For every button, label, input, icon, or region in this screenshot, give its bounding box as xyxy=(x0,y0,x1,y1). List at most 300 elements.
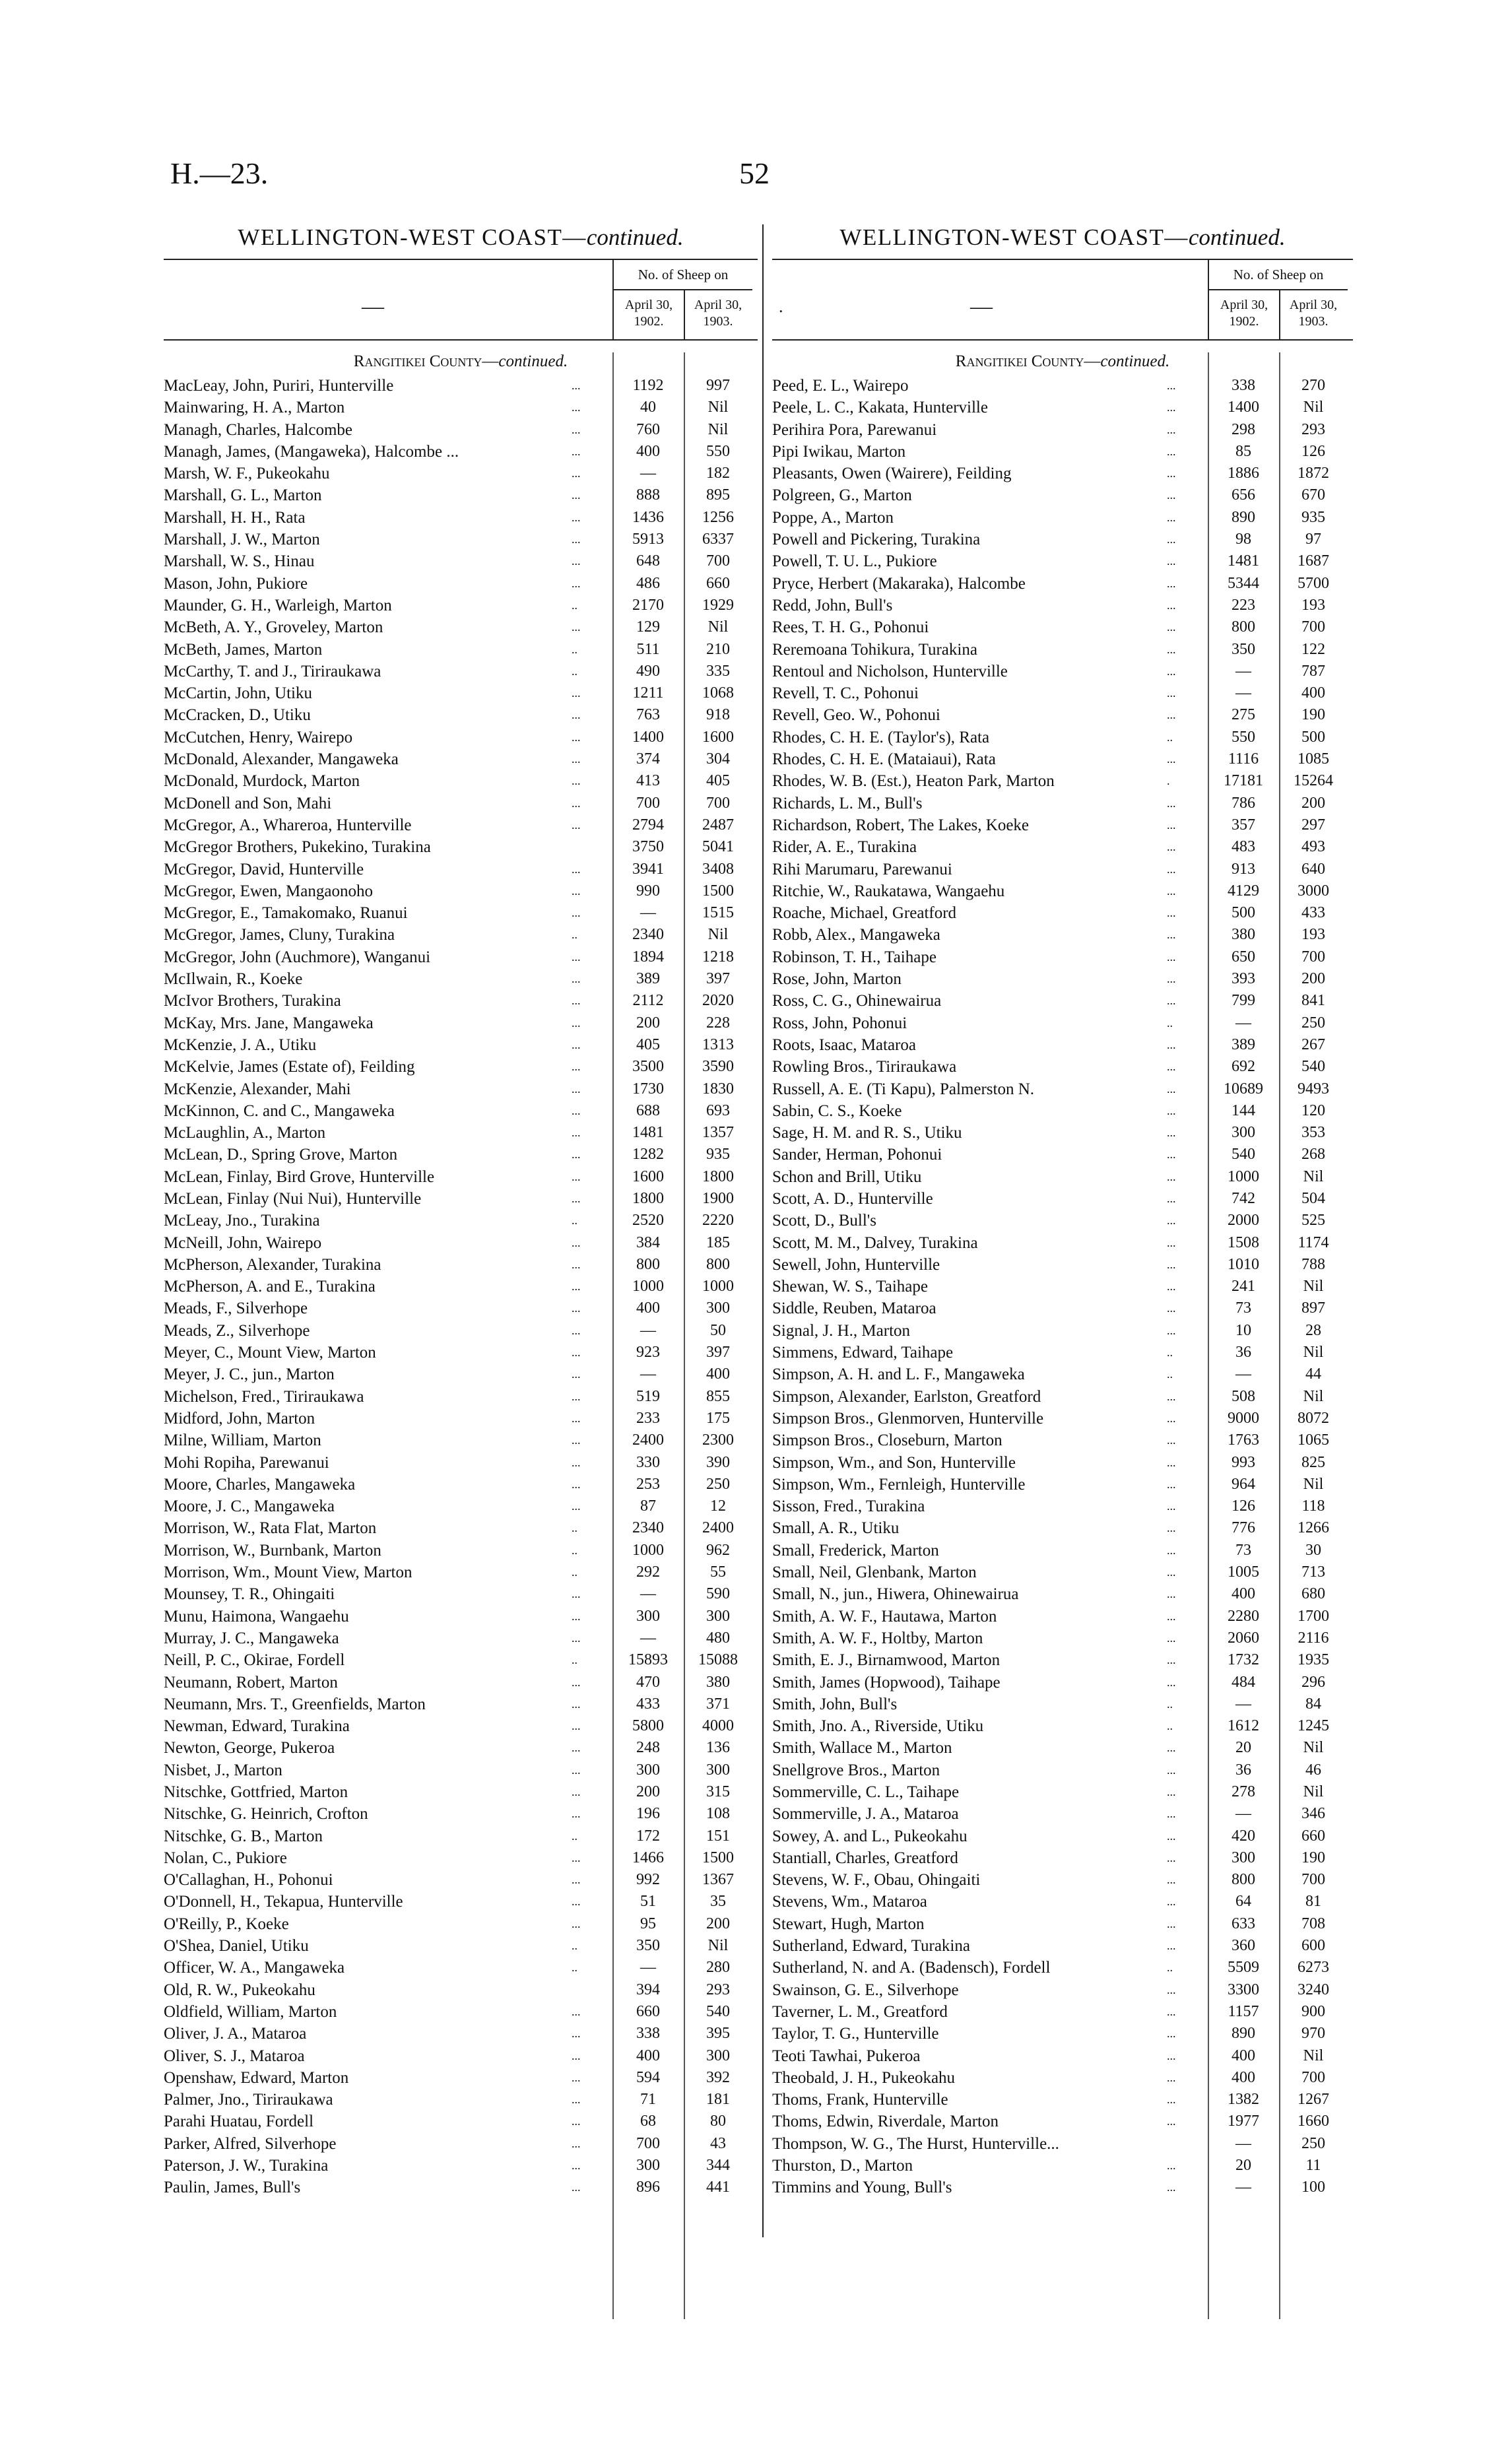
leader-dots: ... xyxy=(572,620,581,634)
leader-dots: ... xyxy=(1167,1169,1176,1183)
leader-dots: ... xyxy=(1167,2159,1176,2173)
sheep-1902: — xyxy=(1235,2134,1251,2152)
table-row xyxy=(164,1429,758,1451)
owner-name: Rowling Bros., Tiriraukawa xyxy=(772,1058,957,1076)
leader-dots: .. xyxy=(572,1961,577,1975)
table-row xyxy=(164,924,758,946)
sheep-1903: 405 xyxy=(706,772,730,790)
owner-name: Small, A. R., Utiku xyxy=(772,1519,900,1538)
table-row xyxy=(164,419,758,441)
owner-name: Nisbet, J., Marton xyxy=(164,1761,282,1779)
table-row xyxy=(164,441,758,463)
sheep-1903: 390 xyxy=(706,1453,730,1471)
leader-dots: ... xyxy=(572,467,581,480)
leader-dots: ... xyxy=(572,950,581,964)
sheep-1902: 594 xyxy=(636,2068,660,2086)
sheep-1902: 1481 xyxy=(632,1124,664,1142)
sheep-1902: 36 xyxy=(1235,1761,1251,1779)
sheep-1902: 786 xyxy=(1232,794,1255,812)
sheep-1903: 108 xyxy=(706,1805,730,1823)
sheep-1903: 693 xyxy=(706,1101,730,1119)
leader-dots: .. xyxy=(572,928,577,942)
sheep-1903: 15264 xyxy=(1294,772,1333,790)
leader-dots: ... xyxy=(572,730,581,744)
owner-name: Parahi Huatau, Fordell xyxy=(164,2113,314,2131)
owner-name: Maunder, G. H., Warleigh, Marton xyxy=(164,596,392,614)
owner-name: Meyer, J. C., jun., Marton xyxy=(164,1365,335,1384)
leader-dots: ... xyxy=(1167,642,1176,656)
leader-dots: ... xyxy=(572,1785,581,1798)
table-row xyxy=(164,1627,758,1649)
sheep-1903: 1500 xyxy=(702,1849,734,1866)
owner-name: Meyer, C., Mount View, Marton xyxy=(164,1344,376,1362)
sheep-1902: 800 xyxy=(1232,618,1255,636)
leader-dots: ... xyxy=(1167,752,1176,766)
left-county-heading: Rangitikei County—continued. xyxy=(353,352,568,370)
sheep-1903: 200 xyxy=(1301,794,1325,812)
owner-name: Pryce, Herbert (Makaraka), Halcombe xyxy=(772,574,1026,593)
leader-dots: ... xyxy=(572,686,581,700)
sheep-1903: 2300 xyxy=(702,1431,734,1449)
owner-name: Neill, P. C., Okirae, Fordell xyxy=(164,1651,345,1670)
sheep-1903: 84 xyxy=(1305,1695,1321,1713)
table-row xyxy=(164,1649,758,1671)
sheep-1902: 10689 xyxy=(1224,1080,1263,1098)
sheep-1903: 1500 xyxy=(702,882,734,900)
sheep-1902: 484 xyxy=(1232,1673,1255,1691)
table-row xyxy=(772,1935,1353,1957)
sheep-1902: 2520 xyxy=(632,1212,664,1230)
owner-name: Scott, A. D., Hunterville xyxy=(772,1189,933,1208)
sheep-1903: 970 xyxy=(1301,2025,1325,2043)
owner-name: McCarthy, T. and J., Tiriraukawa xyxy=(164,662,381,680)
sheep-1902: 1612 xyxy=(1228,1717,1259,1735)
owner-name: Rentoul and Nicholson, Hunterville xyxy=(772,662,1008,680)
sheep-1903: 3000 xyxy=(1298,882,1329,900)
sheep-1903: Nil xyxy=(1303,1278,1324,1296)
owner-name: Theobald, J. H., Pukeokahu xyxy=(772,2068,956,2087)
sheep-1902: — xyxy=(1235,662,1251,680)
leader-dots: ... xyxy=(572,1169,581,1183)
owner-name: McKelvie, James (Estate of), Feilding xyxy=(164,1058,415,1076)
left-table-body xyxy=(164,352,758,2199)
table-row xyxy=(164,573,758,595)
sheep-1902: 763 xyxy=(636,706,660,724)
sheep-1903: 397 xyxy=(706,970,730,988)
leader-dots: ... xyxy=(1167,401,1176,414)
owner-name: Palmer, Jno., Tiriraukawa xyxy=(164,2091,333,2109)
owner-name: Timmins and Young, Bull's xyxy=(772,2179,952,2197)
leader-dots: ... xyxy=(572,2004,581,2018)
owner-name: O'Callaghan, H., Pohonui xyxy=(164,1871,333,1889)
sheep-1902: 1000 xyxy=(632,1278,664,1296)
leader-dots: .. xyxy=(1167,1016,1173,1030)
leader-dots: ... xyxy=(1167,1323,1176,1337)
table-row xyxy=(164,1122,758,1144)
sheep-1903: 100 xyxy=(1301,2179,1325,2196)
owner-name: Thurston, D., Marton xyxy=(772,2157,913,2175)
table-row xyxy=(772,507,1353,529)
table-row xyxy=(772,1495,1353,1517)
sheep-1902: 300 xyxy=(636,1761,660,1779)
sheep-1903: 182 xyxy=(706,465,730,482)
sheep-1903: 855 xyxy=(706,1387,730,1405)
owner-name: Sisson, Fred., Turakina xyxy=(772,1497,925,1516)
sheep-1902: 300 xyxy=(1232,1849,1255,1866)
left-column-title: WELLINGTON-WEST COAST—continued. xyxy=(238,224,684,250)
table-row xyxy=(164,375,758,397)
sheep-1902: 350 xyxy=(636,1937,660,1955)
sheep-1902: 490 xyxy=(636,662,660,680)
leader-dots: ... xyxy=(572,1851,581,1864)
sheep-1902: 357 xyxy=(1232,816,1255,834)
owner-name: Openshaw, Edward, Marton xyxy=(164,2068,349,2087)
leader-dots: ... xyxy=(1167,2093,1176,2107)
sheep-1902: 3300 xyxy=(1228,1981,1259,1998)
sheep-1903: 35 xyxy=(710,1893,726,1911)
sheep-1903: 1687 xyxy=(1298,552,1329,570)
sheep-1903: 680 xyxy=(1301,1585,1325,1603)
owner-name: Murray, J. C., Mangaweka xyxy=(164,1629,339,1647)
right-table-body xyxy=(772,352,1353,2199)
sheep-1903: 540 xyxy=(706,2002,730,2020)
sheep-1903: 380 xyxy=(706,1673,730,1691)
right-table-header xyxy=(772,259,1353,341)
leader-dots: ... xyxy=(572,1719,581,1733)
leader-dots: ... xyxy=(1167,950,1176,964)
sheep-1902: 1000 xyxy=(1228,1167,1259,1185)
owner-name: Smith, Wallace M., Marton xyxy=(772,1739,952,1757)
owner-name: Sutherland, N. and A. (Badensch), Fordell xyxy=(772,1959,1051,1977)
owner-name: Perihira Pora, Parewanui xyxy=(772,420,937,439)
sheep-1902: 413 xyxy=(636,772,660,790)
sheep-1902: 15893 xyxy=(628,1651,668,1669)
table-row xyxy=(772,968,1353,990)
leader-dots: ... xyxy=(572,818,581,832)
sheep-1903: 293 xyxy=(1301,420,1325,438)
table-row xyxy=(164,484,758,506)
table-row xyxy=(772,2089,1353,2111)
table-row xyxy=(164,1056,758,1078)
sheep-1903: 11 xyxy=(1305,2157,1321,2175)
sheep-1902: 36 xyxy=(1235,1344,1251,1362)
leader-dots: ... xyxy=(1167,1235,1176,1249)
leader-dots: ... xyxy=(1167,1741,1176,1755)
table-row xyxy=(164,2089,758,2111)
owner-name: McLean, D., Spring Grove, Marton xyxy=(164,1146,398,1164)
leader-dots: ... xyxy=(1167,1983,1176,1996)
sheep-1902: 17181 xyxy=(1224,772,1263,790)
owner-name: Meads, Z., Silverhope xyxy=(164,1321,310,1340)
owner-name: Stewart, Hugh, Marton xyxy=(772,1915,925,1933)
leader-dots: ... xyxy=(572,401,581,414)
owner-name: McDonald, Murdock, Marton xyxy=(164,772,360,791)
sheep-1902: 3750 xyxy=(632,838,664,856)
owner-name: Neumann, Robert, Marton xyxy=(164,1673,338,1691)
leader-dots: ... xyxy=(572,1763,581,1777)
table-row xyxy=(164,836,758,858)
leader-dots: .. xyxy=(1167,730,1173,744)
leader-dots: ... xyxy=(1167,664,1176,678)
owner-name: O'Donnell, H., Tekapua, Hunterville xyxy=(164,1893,403,1911)
sheep-1902: 1157 xyxy=(1228,2002,1259,2020)
owner-name: Oliver, S. J., Mataroa xyxy=(164,2047,305,2065)
table-row xyxy=(772,2067,1353,2089)
table-row xyxy=(772,1583,1353,1605)
sheep-1903: 1245 xyxy=(1298,1717,1329,1735)
table-row xyxy=(772,1386,1353,1408)
sheep-1903: 1660 xyxy=(1298,2113,1329,2130)
table-row xyxy=(164,1847,758,1869)
owner-name: Mounsey, T. R., Ohingaiti xyxy=(164,1585,335,1604)
sheep-1902: 1400 xyxy=(632,728,664,746)
table-row xyxy=(772,770,1353,792)
table-row xyxy=(164,682,758,704)
owner-name: Meads, F., Silverhope xyxy=(164,1299,308,1318)
owner-name: Ritchie, W., Raukatawa, Wangaehu xyxy=(772,882,1005,900)
leader-dots: .. xyxy=(1167,1961,1173,1975)
owner-name: Morrison, W., Rata Flat, Marton xyxy=(164,1519,377,1538)
sheep-1903: 4000 xyxy=(702,1717,734,1735)
table-row xyxy=(772,1672,1353,1693)
right-column xyxy=(772,224,1353,2199)
leader-dots: ... xyxy=(572,1895,581,1909)
leader-dots: ... xyxy=(1167,1477,1176,1491)
sheep-1903: 293 xyxy=(706,1981,730,1998)
leader-dots: ... xyxy=(1167,1037,1176,1051)
sheep-1902: 338 xyxy=(636,2025,660,2043)
leader-dots: .. xyxy=(572,664,577,678)
sheep-1902: 1730 xyxy=(632,1080,664,1098)
leader-dots: ... xyxy=(1167,1807,1176,1821)
leader-dots: ... xyxy=(572,752,581,766)
sheep-1902: 540 xyxy=(1232,1146,1255,1164)
leader-dots: .. xyxy=(572,1521,577,1535)
sheep-1903: 400 xyxy=(1301,684,1325,702)
sheep-1903: 300 xyxy=(706,1607,730,1625)
leader-dots: ... xyxy=(572,1148,581,1162)
sheep-1902: 688 xyxy=(636,1101,660,1119)
owner-name: Marshall, W. S., Hinau xyxy=(164,552,315,571)
sheep-1902: — xyxy=(1235,1014,1251,1032)
leader-dots: ... xyxy=(572,379,581,392)
sheep-1903: 895 xyxy=(706,486,730,504)
owner-name: Smith, John, Bull's xyxy=(772,1695,898,1713)
table-row xyxy=(772,946,1353,968)
leader-dots: .. xyxy=(1167,1719,1173,1733)
sheep-1902: 913 xyxy=(1232,860,1255,878)
sheep-1903: 1935 xyxy=(1298,1651,1329,1669)
sheep-1903: 151 xyxy=(706,1827,730,1845)
table-row xyxy=(164,1957,758,1979)
leader-dots: ... xyxy=(572,1631,581,1645)
table-row xyxy=(772,529,1353,550)
owner-name: McGregor, John (Auchmore), Wanganui xyxy=(164,948,431,966)
sheep-1902: 964 xyxy=(1232,1475,1255,1493)
sheep-1903: 175 xyxy=(706,1409,730,1427)
sheep-1903: 504 xyxy=(1301,1189,1325,1207)
sheep-1902: 300 xyxy=(636,1607,660,1625)
sheep-1903: 600 xyxy=(1301,1937,1325,1955)
sheep-1902: 5344 xyxy=(1228,574,1259,592)
leader-dots: ... xyxy=(572,1301,581,1315)
leader-dots: ... xyxy=(1167,1851,1176,1864)
leader-dots: ... xyxy=(1167,2049,1176,2062)
table-row xyxy=(164,1672,758,1693)
leader-dots: ... xyxy=(572,510,581,524)
table-row xyxy=(772,1408,1353,1429)
table-row xyxy=(772,1144,1353,1166)
sheep-1902: 172 xyxy=(636,1827,660,1845)
left-header-group: No. of Sheep on xyxy=(612,260,752,290)
sheep-1902: 144 xyxy=(1232,1101,1255,1119)
sheep-1902: 1800 xyxy=(632,1189,664,1207)
owner-name: Nitschke, Gottfried, Marton xyxy=(164,1783,348,1801)
sheep-1903: 181 xyxy=(706,2091,730,2109)
sheep-1902: 400 xyxy=(636,442,660,460)
owner-name: Simpson, Alexander, Earlston, Greatford xyxy=(772,1387,1041,1406)
table-row xyxy=(772,1276,1353,1297)
table-row xyxy=(772,573,1353,595)
owner-name: McGregor, Ewen, Mangaonoho xyxy=(164,882,373,900)
table-row xyxy=(164,2177,758,2198)
sheep-1903: 493 xyxy=(1301,838,1325,856)
leader-dots: ... xyxy=(1167,1917,1176,1930)
table-row xyxy=(772,1429,1353,1451)
sheep-1903: Nil xyxy=(707,618,729,636)
table-row xyxy=(772,1847,1353,1869)
right-header-1902: April 30, 1902. xyxy=(1208,290,1279,339)
table-row xyxy=(164,770,758,792)
sheep-1902: 483 xyxy=(1232,838,1255,856)
leader-dots: ... xyxy=(572,1433,581,1447)
sheep-1902: 890 xyxy=(1232,2025,1255,2043)
sheep-1902: 10 xyxy=(1235,1321,1251,1339)
sheep-1903: Nil xyxy=(1303,1167,1324,1185)
sheep-1903: 1256 xyxy=(702,508,734,526)
sheep-1902: — xyxy=(1235,1365,1251,1383)
sheep-1902: 508 xyxy=(1232,1387,1255,1405)
leader-dots: ... xyxy=(572,1477,581,1491)
table-row xyxy=(772,1320,1353,1342)
table-row xyxy=(772,748,1353,770)
sheep-1902: 633 xyxy=(1232,1915,1255,1932)
leader-dots: ... xyxy=(572,422,581,436)
sheep-1903: 500 xyxy=(1301,728,1325,746)
leader-dots: ... xyxy=(1167,2004,1176,2018)
table-row xyxy=(772,1540,1353,1561)
owner-name: Mohi Ropiha, Parewanui xyxy=(164,1453,329,1472)
sheep-1903: 700 xyxy=(1301,2068,1325,2086)
sheep-1903: 2220 xyxy=(702,1212,734,1230)
sheep-1903: 118 xyxy=(1301,1497,1325,1515)
left-header-dash: — xyxy=(362,294,384,319)
table-row xyxy=(772,1188,1353,1210)
sheep-1903: 900 xyxy=(1301,2002,1325,2020)
leader-dots: ... xyxy=(572,708,581,722)
owner-name: Smith, A. W. F., Hautawa, Marton xyxy=(772,1607,997,1626)
sheep-1902: 338 xyxy=(1232,377,1255,394)
owner-name: O'Shea, Daniel, Utiku xyxy=(164,1937,309,1955)
owner-name: Redd, John, Bull's xyxy=(772,596,893,614)
sheep-1903: 97 xyxy=(1305,531,1321,548)
sheep-1903: 81 xyxy=(1305,1893,1321,1911)
owner-name: Sewell, John, Hunterville xyxy=(772,1255,940,1274)
leader-dots: ... xyxy=(572,2159,581,2173)
sheep-1902: 360 xyxy=(1232,1937,1255,1955)
owner-name: Paulin, James, Bull's xyxy=(164,2179,301,2197)
table-row xyxy=(164,968,758,990)
table-row xyxy=(772,1979,1353,2001)
owner-name: Sommerville, J. A., Mataroa xyxy=(772,1805,959,1823)
owner-name: Simmens, Edward, Taihape xyxy=(772,1344,954,1362)
sheep-1903: 55 xyxy=(710,1563,726,1581)
leader-dots: ... xyxy=(1167,1763,1176,1777)
sheep-1903: 825 xyxy=(1301,1453,1325,1471)
owner-name: McPherson, A. and E., Turakina xyxy=(164,1278,376,1296)
sheep-1903: Nil xyxy=(1303,1475,1324,1493)
sheep-1902: — xyxy=(640,1959,656,1977)
table-row xyxy=(164,1100,758,1122)
owner-name: Smith, Jno. A., Riverside, Utiku xyxy=(772,1717,984,1736)
owner-name: Managh, James, (Mangaweka), Halcombe ... xyxy=(164,442,459,461)
sheep-1903: 2487 xyxy=(702,816,734,834)
sheep-1903: 200 xyxy=(706,1915,730,1932)
leader-dots: . xyxy=(1167,774,1170,788)
table-row xyxy=(164,550,758,572)
leader-dots: ... xyxy=(1167,1895,1176,1909)
table-row xyxy=(164,2111,758,2132)
table-row xyxy=(772,419,1353,441)
table-row xyxy=(164,1891,758,1913)
sheep-1903: 1929 xyxy=(702,596,734,614)
leader-dots: ... xyxy=(572,1346,581,1360)
table-row xyxy=(164,814,758,836)
sheep-1903: Nil xyxy=(1303,1739,1324,1757)
table-row xyxy=(164,1210,758,1232)
owner-name: Reremoana Tohikura, Turakina xyxy=(772,640,977,659)
table-row xyxy=(772,990,1353,1012)
leader-dots: ... xyxy=(1167,2070,1176,2084)
leader-dots: ... xyxy=(1167,444,1176,458)
sheep-1902: 1763 xyxy=(1228,1431,1259,1449)
sheep-1903: 1600 xyxy=(702,728,734,746)
sheep-1902: 71 xyxy=(640,2091,656,2109)
leader-dots: ... xyxy=(572,2136,581,2150)
owner-name: Thoms, Edwin, Riverdale, Marton xyxy=(772,2113,999,2131)
table-row xyxy=(772,375,1353,397)
owner-name: Rees, T. H. G., Pohonui xyxy=(772,618,929,637)
sheep-1902: 394 xyxy=(636,1981,660,1998)
sheep-1903: 1085 xyxy=(1298,750,1329,768)
owner-name: Parker, Alfred, Silverhope xyxy=(164,2134,337,2153)
owner-name: Newman, Edward, Turakina xyxy=(164,1717,350,1736)
leader-dots: ... xyxy=(572,1126,581,1140)
owner-name: Small, N., jun., Hiwera, Ohinewairua xyxy=(772,1585,1019,1604)
leader-dots: .. xyxy=(572,1565,577,1579)
sheep-1902: 1508 xyxy=(1228,1233,1259,1251)
leader-dots: ... xyxy=(572,488,581,502)
owner-name: Nitschke, G. B., Marton xyxy=(164,1827,323,1845)
sheep-1902: 800 xyxy=(636,1255,660,1273)
table-row xyxy=(772,463,1353,484)
owner-name: Simpson Bros., Closeburn, Marton xyxy=(772,1431,1003,1450)
sheep-1903: 441 xyxy=(706,2179,730,2196)
sheep-1903: 841 xyxy=(1301,992,1325,1010)
sheep-1902: 2170 xyxy=(632,596,664,614)
table-row xyxy=(772,1342,1353,1363)
table-row xyxy=(164,1781,758,1803)
